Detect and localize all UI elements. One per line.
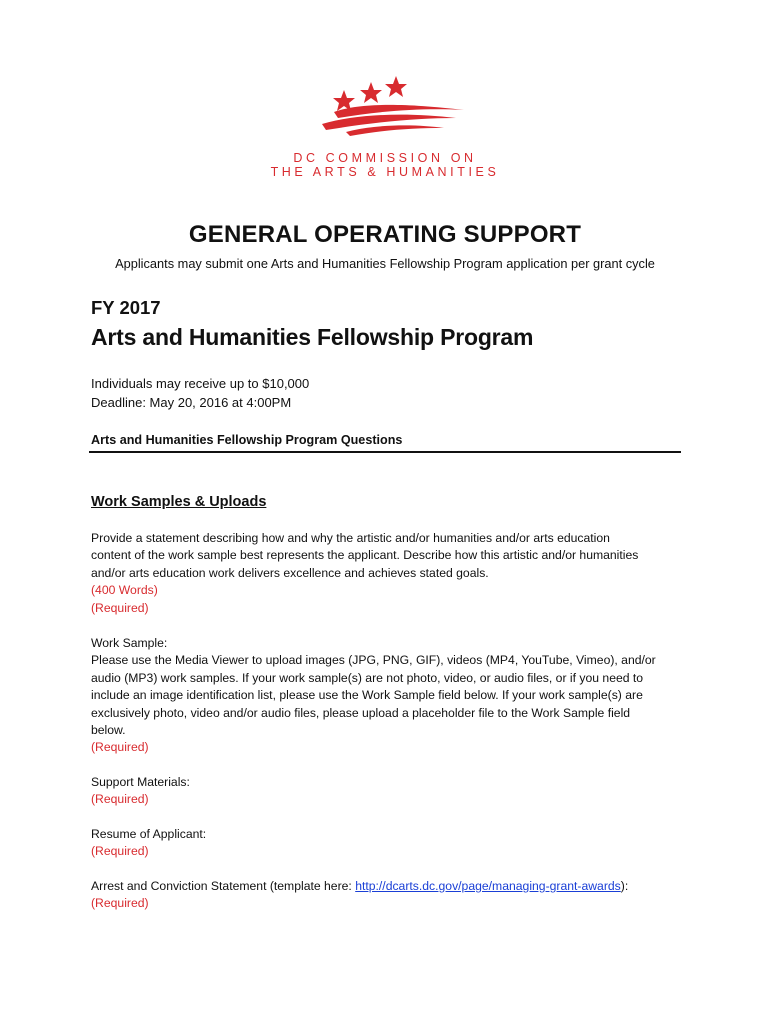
support-materials-question — [91, 774, 691, 809]
grant-awards-link[interactable]: http://dcarts.dc.gov/page/managing-grant-awards — [355, 879, 621, 893]
required-label: (Required) — [91, 792, 149, 807]
award-amount: Individuals may receive up to $10,000 — [91, 376, 310, 391]
logo-text-line1: DC COMMISSION ON — [293, 151, 477, 165]
deadline: Deadline: May 20, 2016 at 4:00PM — [91, 395, 292, 410]
work-sample-line: include an image identification list, please use the Work Sample field below. If your work sample(s) are — [91, 688, 643, 703]
statement-line: content of the work sample best represents the applicant. Describe how this artistic and/or humanities — [91, 548, 639, 563]
required-label: (Required) — [91, 740, 149, 755]
resume-question — [91, 826, 691, 861]
support-materials-label: Support Materials: — [91, 775, 190, 789]
page-title: GENERAL OPERATING SUPPORT — [188, 221, 582, 248]
arrest-statement-question — [91, 878, 691, 913]
work-sample-line: Please use the Media Viewer to upload images (JPG, PNG, GIF), videos (MP4, YouTube, Vimeo), and/or — [91, 653, 656, 668]
dc-commission-logo-icon — [316, 72, 466, 138]
logo-star-3 — [385, 76, 407, 97]
arrest-statement-suffix: ): — [620, 879, 629, 893]
arrest-statement-label: Arrest and Conviction Statement (template here: — [91, 879, 356, 893]
statement-line: and/or arts education work delivers excellence and achieves stated goals. — [91, 565, 489, 580]
statement-line: Provide a statement describing how and why the artistic and/or humanities and/or arts education — [91, 531, 610, 545]
questions-header: Arts and Humanities Fellowship Program Questions — [91, 433, 403, 447]
work-sample-question — [91, 635, 691, 757]
section-title: Work Samples & Uploads — [91, 494, 267, 510]
required-label: (Required) — [91, 896, 149, 911]
divider — [89, 451, 681, 453]
logo-swoosh-3 — [346, 125, 444, 136]
fiscal-year: FY 2017 — [91, 297, 161, 318]
work-sample-line: audio (MP3) work samples. If your work sample(s) are not photo, video, or audio files, or if you need to — [91, 670, 644, 685]
word-limit: (400 Words) — [91, 583, 158, 598]
statement-question — [91, 530, 691, 617]
work-sample-label: Work Sample: — [91, 636, 168, 650]
arrest-statement-line — [91, 878, 691, 895]
required-label: (Required) — [91, 844, 149, 859]
page-subtitle: Applicants may submit one Arts and Humanities Fellowship Program application per grant cycle — [115, 256, 655, 271]
program-name: Arts and Humanities Fellowship Program — [91, 324, 534, 350]
resume-label: Resume of Applicant: — [91, 827, 207, 841]
logo-text-line2: THE ARTS & HUMANITIES — [270, 165, 500, 179]
logo-star-2 — [360, 82, 382, 103]
required-label: (Required) — [91, 600, 149, 615]
work-sample-line: below. — [91, 723, 126, 738]
work-sample-line: exclusively photo, video and/or audio files, please upload a placeholder file to the Work Sample field — [91, 705, 631, 720]
